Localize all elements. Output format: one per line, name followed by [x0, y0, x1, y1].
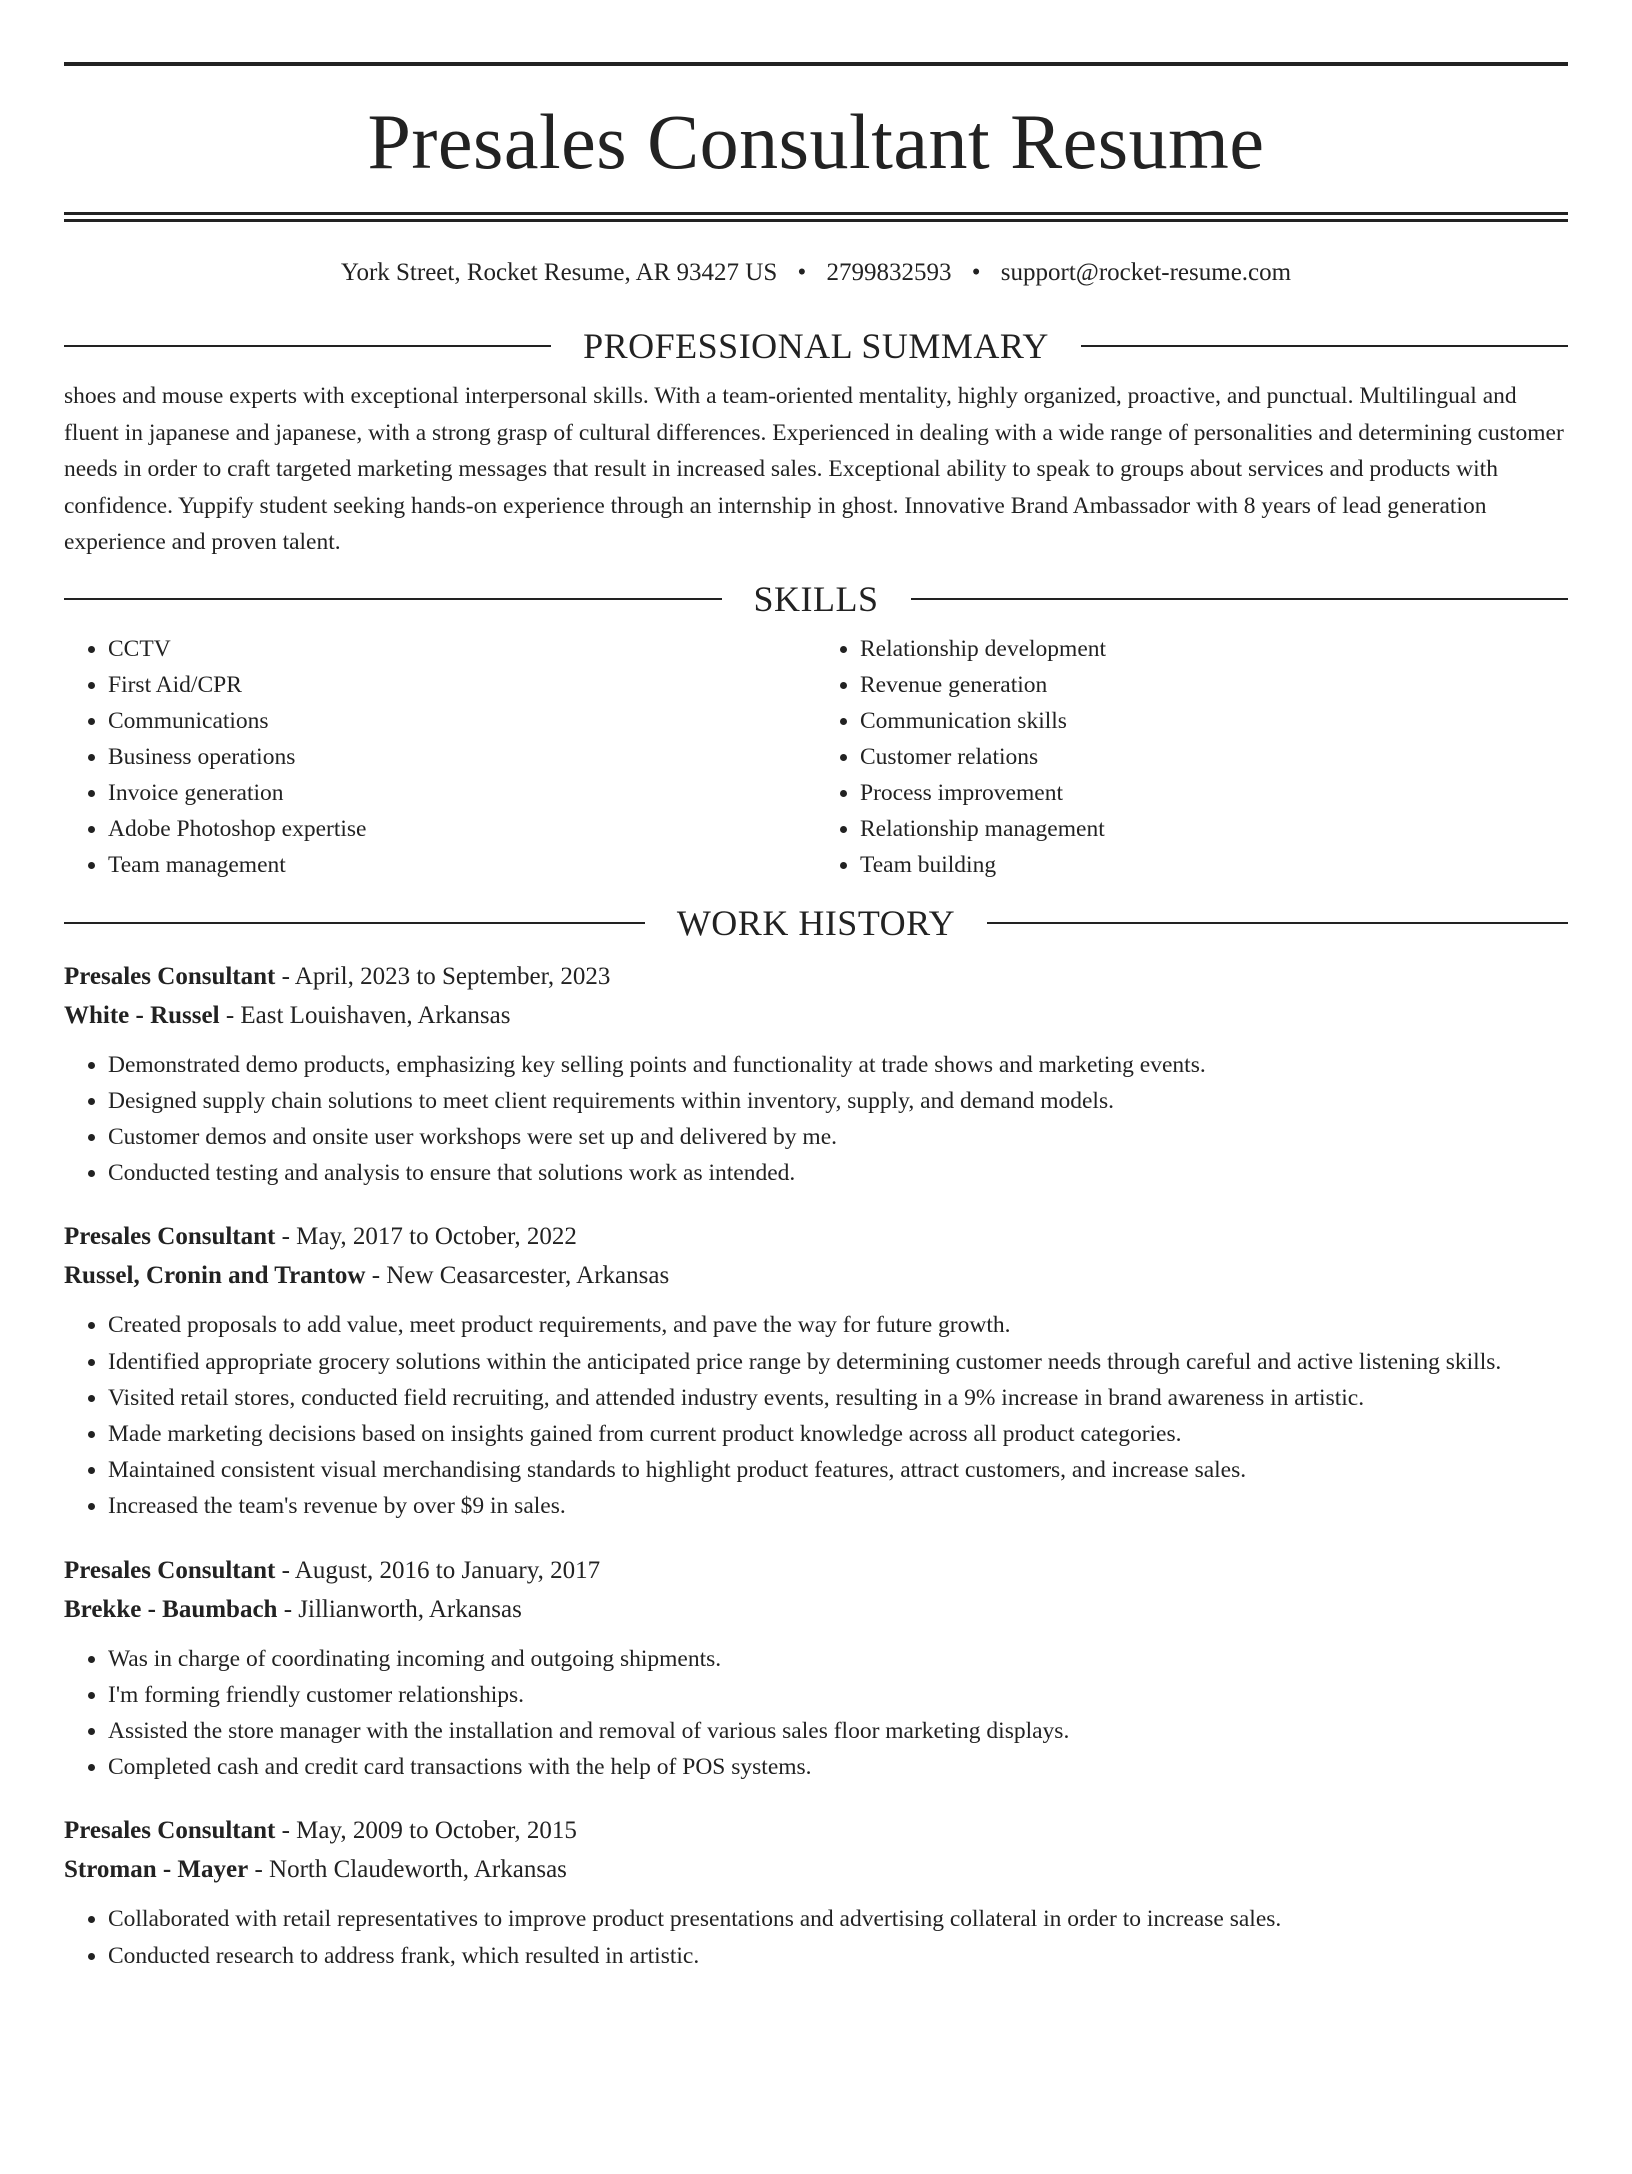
skill-item: • Revenue generation	[860, 667, 1568, 703]
job-duties-list	[64, 1307, 1568, 1524]
job-duty-item: • Completed cash and credit card transactions with the help of POS systems.	[108, 1749, 1568, 1785]
job-duty-item: • Designed supply chain solutions to meet client requirements within inventory, supply, and demand models.	[108, 1083, 1568, 1119]
job-title: Presales Consultant	[64, 1223, 276, 1251]
job-company-line	[64, 1256, 1568, 1295]
job-title-line	[64, 957, 1568, 996]
heading-rule-left	[64, 922, 645, 924]
skill-item: • Relationship development	[860, 631, 1568, 667]
heading-rule-right	[911, 598, 1569, 600]
job-company-line	[64, 996, 1568, 1035]
work-history-list	[64, 957, 1568, 1974]
contact-separator: •	[797, 259, 807, 286]
job-duty-item: • Collaborated with retail representatives to improve product presentations and advertising collateral in order to increase sales.	[108, 1901, 1568, 1937]
summary-section-heading	[64, 324, 1568, 368]
job-company: White - Russel	[64, 1001, 220, 1029]
heading-rule-right	[1081, 345, 1568, 347]
skill-item: • Relationship management	[860, 811, 1568, 847]
work-history-heading-label: WORK HISTORY	[676, 902, 956, 943]
skills-list-right	[816, 631, 1568, 883]
job-entry	[64, 957, 1568, 1192]
job-entry	[64, 1551, 1568, 1786]
job-dates: - May, 2017 to October, 2022	[275, 1223, 577, 1251]
skill-item: • First Aid/CPR	[108, 667, 816, 703]
job-company: Stroman - Mayer	[64, 1856, 249, 1884]
job-entry	[64, 1811, 1568, 1973]
job-location: - Jillianworth, Arkansas	[277, 1595, 522, 1623]
skills-columns	[64, 631, 1568, 883]
skill-item: • Process improvement	[860, 775, 1568, 811]
contact-email: support@rocket-resume.com	[1000, 259, 1292, 286]
job-duty-item: • I'm forming friendly customer relationships.	[108, 1677, 1568, 1713]
job-duty-item: • Was in charge of coordinating incoming and outgoing shipments.	[108, 1641, 1568, 1677]
skills-list-left	[64, 631, 816, 883]
job-duty-item: • Demonstrated demo products, emphasizing key selling points and functionality at trade shows and marketing events.	[108, 1047, 1568, 1083]
job-duty-item: • Increased the team's revenue by over $9 in sales.	[108, 1488, 1568, 1524]
job-duty-item: • Maintained consistent visual merchandising standards to highlight product features, attract customers, and increase sales.	[108, 1452, 1568, 1488]
summary-heading-label: PROFESSIONAL SUMMARY	[583, 326, 1049, 366]
job-title-line	[64, 1217, 1568, 1256]
job-company-line	[64, 1590, 1568, 1629]
work-history-section-heading	[64, 901, 1568, 945]
skills-section-heading	[64, 577, 1568, 621]
title-double-rule	[64, 212, 1568, 222]
page-title: Presales Consultant Resume	[367, 98, 1265, 185]
job-duty-item: • Created proposals to add value, meet product requirements, and pave the way for future growth.	[108, 1307, 1568, 1343]
job-duties-list	[64, 1047, 1568, 1192]
job-title: Presales Consultant	[64, 1556, 276, 1584]
job-duty-item: • Visited retail stores, conducted field recruiting, and attended industry events, resulting in a 9% increase in brand awareness in artistic.	[108, 1380, 1568, 1416]
job-company-line	[64, 1850, 1568, 1889]
skill-item: • CCTV	[108, 631, 816, 667]
job-duties-list	[64, 1641, 1568, 1786]
resume-page	[0, 62, 1632, 2174]
job-company: Brekke - Baumbach	[64, 1595, 278, 1623]
skills-heading-label: SKILLS	[753, 578, 879, 619]
job-duty-item: • Customer demos and onsite user workshops were set up and delivered by me.	[108, 1119, 1568, 1155]
job-title: Presales Consultant	[64, 1817, 276, 1845]
contact-address: York Street, Rocket Resume, AR 93427 US	[340, 259, 778, 286]
heading-rule-left	[64, 598, 722, 600]
job-dates: - May, 2009 to October, 2015	[275, 1817, 577, 1845]
job-entry	[64, 1217, 1568, 1524]
skill-item: • Adobe Photoshop expertise	[108, 811, 816, 847]
heading-rule-left	[64, 345, 551, 347]
job-title-line	[64, 1551, 1568, 1590]
skill-item: • Communication skills	[860, 703, 1568, 739]
job-duty-item: • Assisted the store manager with the installation and removal of various sales floor marketing displays.	[108, 1713, 1568, 1749]
job-duty-item: • Identified appropriate grocery solutions within the anticipated price range by determining customer needs through careful and active listening skills.	[108, 1344, 1568, 1380]
job-location: - East Louishaven, Arkansas	[219, 1001, 511, 1029]
contact-line	[64, 256, 1568, 290]
job-dates: - April, 2023 to September, 2023	[275, 962, 611, 990]
job-duty-item: • Made marketing decisions based on insights gained from current product knowledge across all product categories.	[108, 1416, 1568, 1452]
job-dates: - August, 2016 to January, 2017	[275, 1556, 601, 1584]
job-title-line	[64, 1811, 1568, 1850]
job-duties-list	[64, 1901, 1568, 1973]
job-location: - North Claudeworth, Arkansas	[248, 1856, 567, 1884]
job-duty-item: • Conducted testing and analysis to ensure that solutions work as intended.	[108, 1155, 1568, 1191]
skill-item: • Invoice generation	[108, 775, 816, 811]
skill-item: • Communications	[108, 703, 816, 739]
professional-summary-text: shoes and mouse experts with exceptional interpersonal skills. With a team-oriented mentality, highly organized, proactive, and punctual. Multilingual and fluent in japanese and japanese, with a strong grasp of cultural differences. Experienced in dealing with a wide range of personalities and determining customer needs in order to craft targeted marketing messages that result in increased sales. Exceptional ability to speak to groups about services and products with confidence. Yuppify student seeking hands-on experience through an internship in ghost. Innovative Brand Ambassador with 8 years of lead generation experience and proven talent.	[64, 383, 1564, 555]
skill-item: • Team management	[108, 847, 816, 883]
job-duty-item: • Conducted research to address frank, which resulted in artistic.	[108, 1938, 1568, 1974]
contact-phone: 2799832593	[826, 259, 952, 286]
job-location: - New Ceasarcester, Arkansas	[365, 1262, 670, 1290]
skill-item: • Customer relations	[860, 739, 1568, 775]
skill-item: • Team building	[860, 847, 1568, 883]
top-rule	[64, 62, 1568, 66]
skill-item: • Business operations	[108, 739, 816, 775]
job-title: Presales Consultant	[64, 962, 276, 990]
job-company: Russel, Cronin and Trantow	[64, 1262, 366, 1290]
heading-rule-right	[987, 922, 1568, 924]
contact-separator: •	[971, 259, 981, 286]
